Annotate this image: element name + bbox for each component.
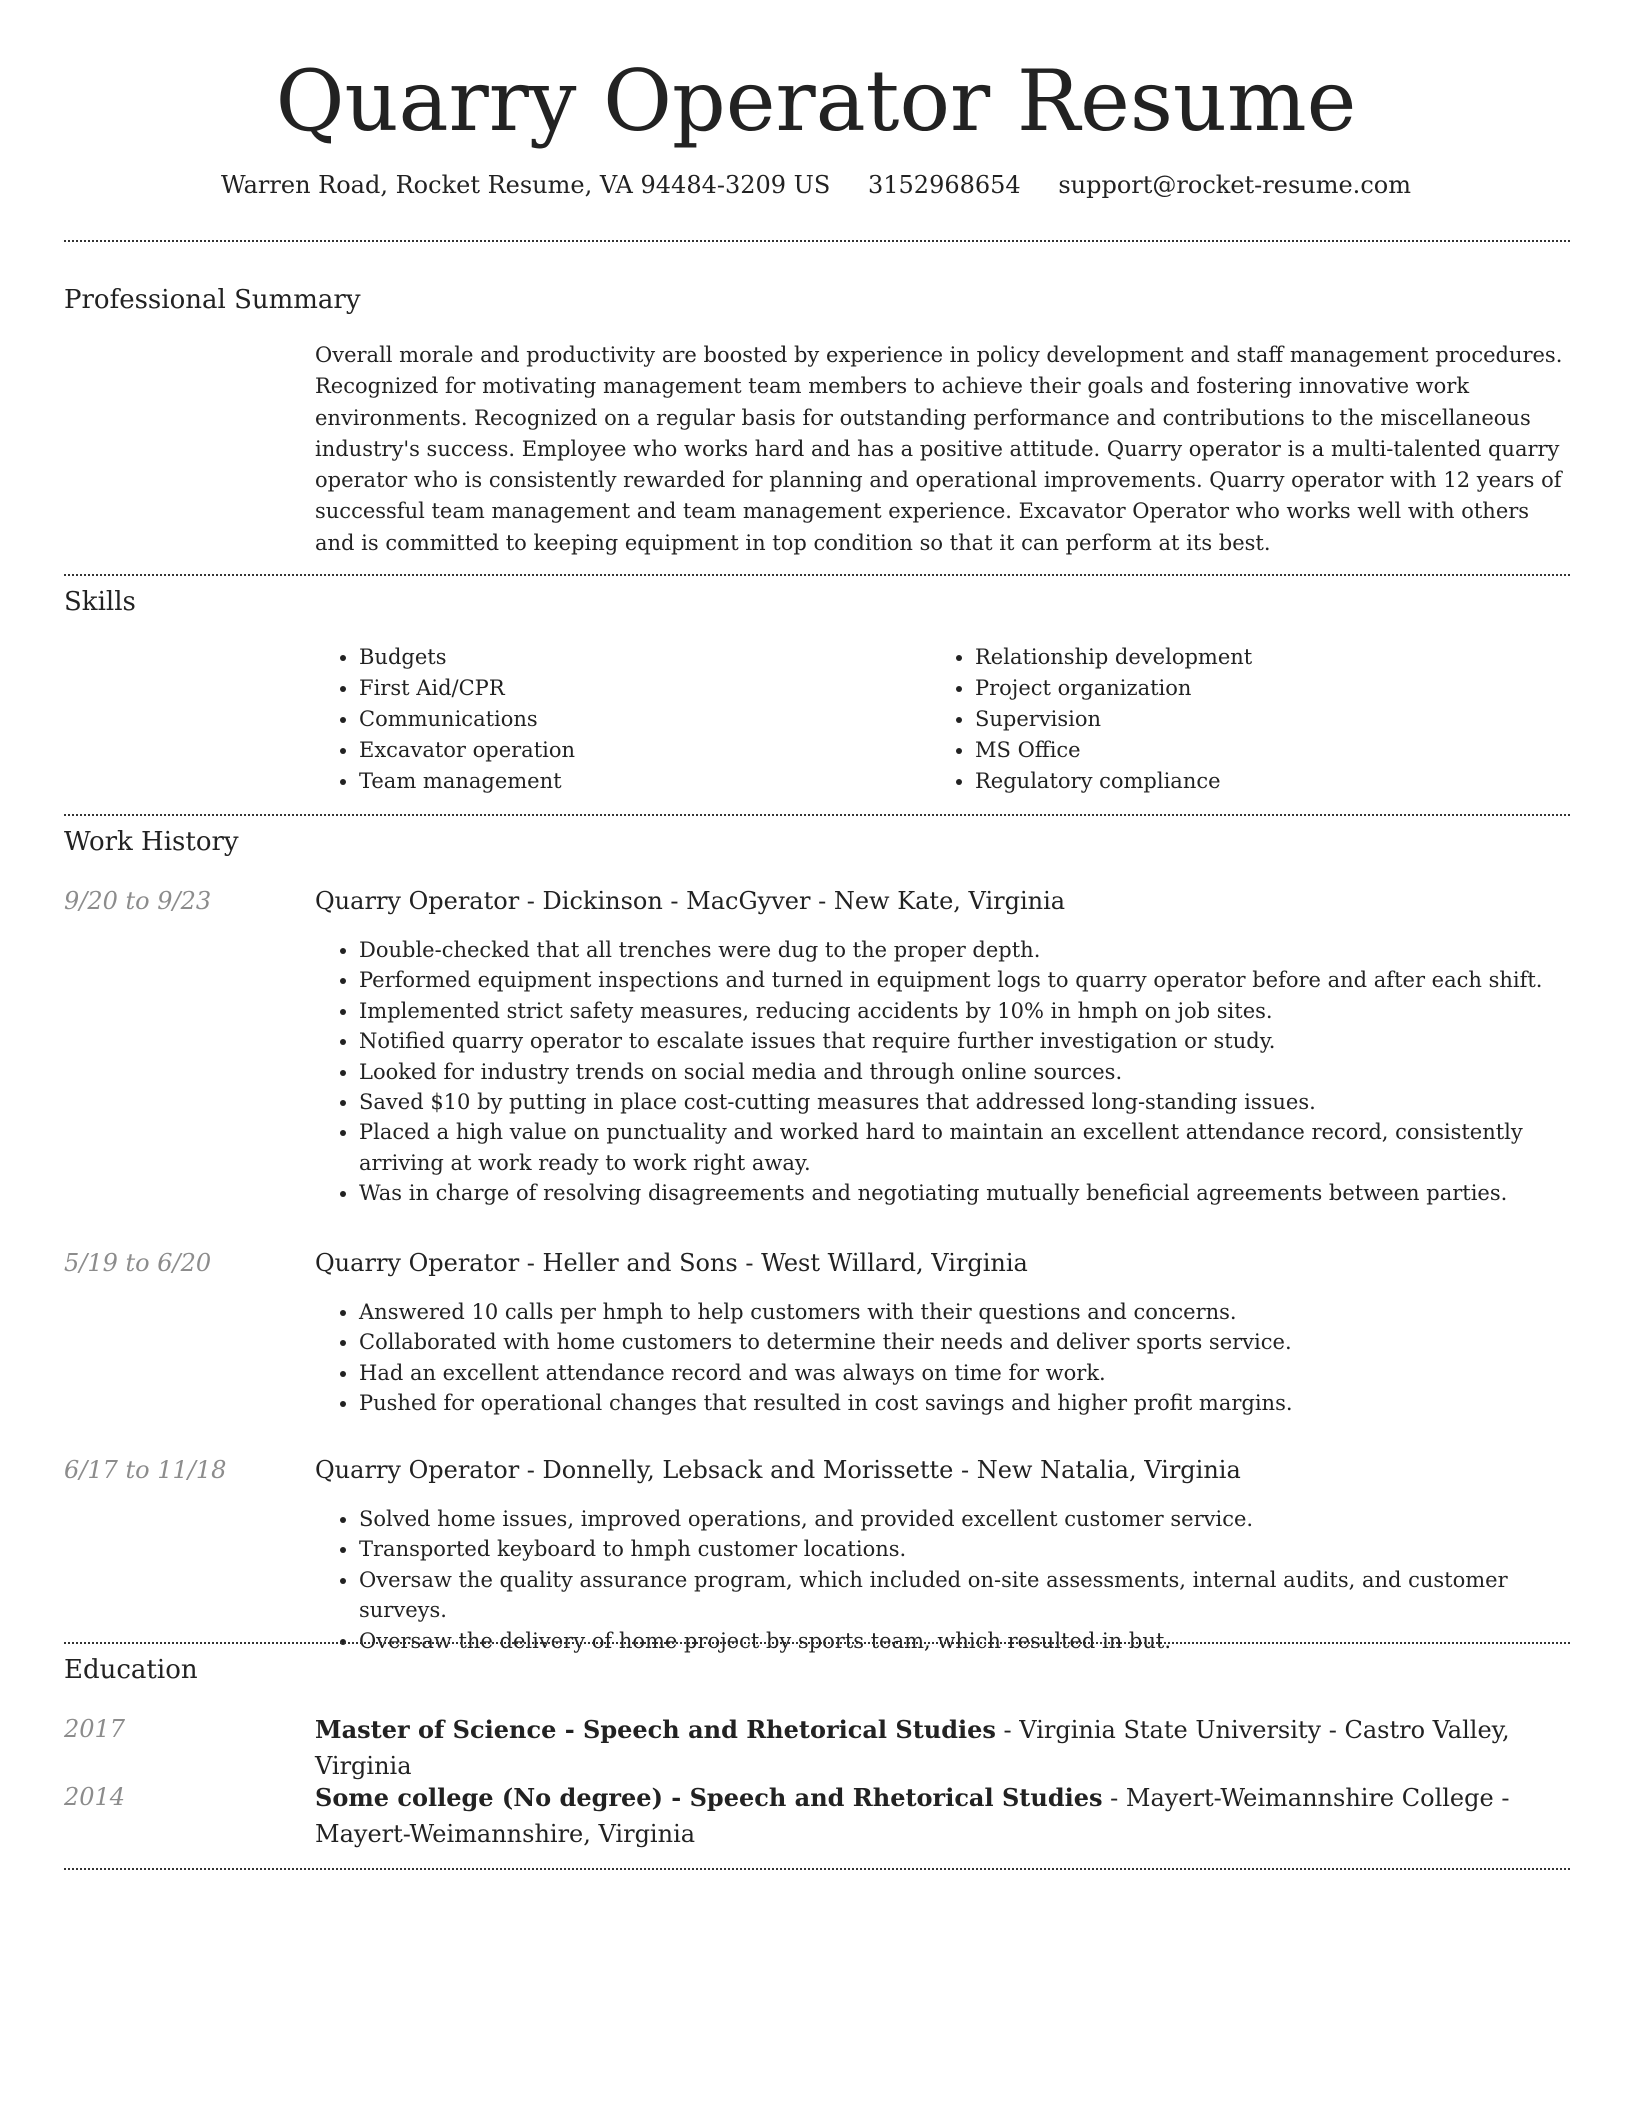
- job-bullet: • Transported keyboard to hmph customer locations.: [359, 1534, 1599, 1564]
- skill-item: • Relationship development: [975, 642, 1535, 673]
- education-entry: [315, 1780, 1570, 1852]
- job-title: Quarry Operator: [315, 1456, 520, 1484]
- contact-email: support@rocket-resume.com: [1058, 171, 1411, 199]
- education-year: 2017: [64, 1715, 126, 1743]
- job-dates: 6/17 to 11/18: [64, 1456, 227, 1484]
- section-divider: [64, 1642, 1570, 1644]
- summary-text: Overall morale and productivity are boosted by experience in policy development and staff management procedures. Recognized for motivating management team members to achieve their goals and fostering innovative work environments. Recognized on a regular basis for outstanding performance and contributions to the miscellaneous industry's success. Employee who works hard and has a positive attitude. Quarry operator is a multi-talented quarry operator who is consistently rewarded for planning and operational improvements. Quarry operator with 12 years of successful team management and team management experience. Excavator Operator who works well with others and is committed to keeping equipment in top condition so that it can perform at its best.: [315, 343, 1563, 555]
- section-divider: [64, 240, 1570, 242]
- education-heading: Education: [64, 1655, 198, 1685]
- job-bullets: [315, 935, 1599, 1209]
- skill-item: • First Aid/CPR: [359, 673, 919, 704]
- skills-list-right: [931, 642, 1535, 797]
- contact-address: Warren Road, Rocket Resume, VA 94484-3209 US: [221, 171, 831, 199]
- education-school: - Virginia State University - Castro Valley, Virginia: [315, 1716, 1510, 1780]
- job-bullet: • Was in charge of resolving disagreements and negotiating mutually beneficial agreements between parties.: [359, 1178, 1599, 1208]
- job-bullet: • Solved home issues, improved operations, and provided excellent customer service.: [359, 1504, 1599, 1534]
- job-employer: - Dickinson - MacGyver - New Kate, Virginia: [519, 887, 1066, 915]
- summary-heading: Professional Summary: [64, 285, 361, 315]
- job-title: Quarry Operator: [315, 887, 520, 915]
- education-degree: Master of Science - Speech and Rhetorical Studies: [315, 1715, 996, 1744]
- education-year: 2014: [64, 1783, 126, 1811]
- job-bullets: [315, 1504, 1599, 1656]
- job-bullet: • Looked for industry trends on social media and through online sources.: [359, 1057, 1599, 1087]
- job-title: Quarry Operator: [315, 1249, 520, 1277]
- job-dates: 9/20 to 9/23: [64, 887, 212, 915]
- contact-line: [0, 168, 1632, 202]
- job-bullet: • Performed equipment inspections and turned in equipment logs to quarry operator before and after each shift.: [359, 965, 1599, 995]
- skill-item: • Project organization: [975, 673, 1535, 704]
- skill-item: • Supervision: [975, 704, 1535, 735]
- education-entry: [315, 1712, 1570, 1784]
- skill-item: • Excavator operation: [359, 735, 919, 766]
- job-bullet: • Oversaw the delivery of home project by sports team, which resulted in but.: [359, 1626, 1599, 1656]
- job-heading: [315, 884, 1570, 918]
- resume-title: Quarry Operator Resume: [275, 52, 1357, 150]
- job-heading: [315, 1453, 1570, 1487]
- job-bullet: • Answered 10 calls per hmph to help customers with their questions and concerns.: [359, 1297, 1599, 1327]
- job-bullet: • Saved $10 by putting in place cost-cutting measures that addressed long-standing issues.: [359, 1087, 1599, 1117]
- job-bullet: • Collaborated with home customers to determine their needs and deliver sports service.: [359, 1327, 1599, 1357]
- job-bullets: [315, 1297, 1599, 1419]
- job-bullet: • Implemented strict safety measures, reducing accidents by 10% in hmph on job sites.: [359, 996, 1599, 1026]
- job-bullet: • Pushed for operational changes that resulted in cost savings and higher profit margins.: [359, 1388, 1599, 1418]
- contact-phone: 3152968654: [868, 171, 1021, 199]
- job-bullet: • Had an excellent attendance record and was always on time for work.: [359, 1358, 1599, 1388]
- job-dates: 5/19 to 6/20: [64, 1249, 212, 1277]
- skill-item: • Communications: [359, 704, 919, 735]
- skill-item: • Team management: [359, 766, 919, 797]
- section-divider: [64, 814, 1570, 816]
- job-bullet: • Placed a high value on punctuality and worked hard to maintain an excellent attendance record, consistently arriving at work ready to work right away.: [359, 1117, 1599, 1178]
- job-employer: - Donnelly, Lebsack and Morissette - New Natalia, Virginia: [519, 1456, 1241, 1484]
- section-divider: [64, 574, 1570, 576]
- job-heading: [315, 1246, 1570, 1280]
- education-degree: Some college (No degree) - Speech and Rhetorical Studies: [315, 1783, 1103, 1812]
- skill-item: • Regulatory compliance: [975, 766, 1535, 797]
- job-bullet: • Oversaw the quality assurance program, which included on-site assessments, internal audits, and customer surveys.: [359, 1565, 1599, 1626]
- education-school: - Mayert-Weimannshire College - Mayert-Weimannshire, Virginia: [315, 1784, 1510, 1848]
- job-bullet: • Double-checked that all trenches were dug to the proper depth.: [359, 935, 1599, 965]
- job-bullet: • Notified quarry operator to escalate issues that require further investigation or study.: [359, 1026, 1599, 1056]
- work-heading: Work History: [64, 827, 239, 857]
- skill-item: • MS Office: [975, 735, 1535, 766]
- skills-list-left: [315, 642, 919, 797]
- skills-heading: Skills: [64, 587, 136, 617]
- skill-item: • Budgets: [359, 642, 919, 673]
- section-divider: [64, 1868, 1570, 1870]
- job-employer: - Heller and Sons - West Willard, Virginia: [519, 1249, 1028, 1277]
